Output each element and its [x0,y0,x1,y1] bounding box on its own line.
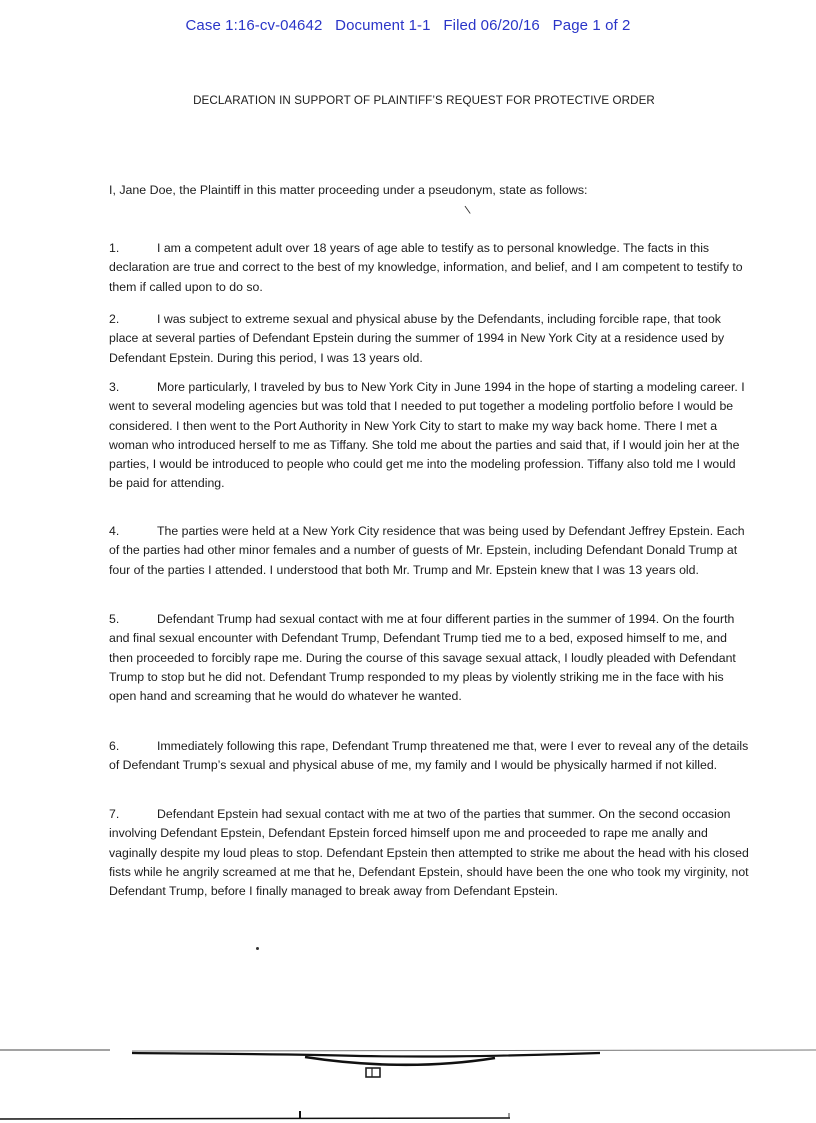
paragraph-1 [109,239,749,297]
paragraph-number: 6. [109,739,120,753]
paragraph-number: 1. [109,241,120,255]
paragraph-text: I was subject to extreme sexual and physical abuse by the Defendants, including forcible rape, that took place at several parties of Defendant Epstein during the summer of 1994 in New York City at a residence used by Defendant Epstein. During this period, I was 13 years old. [109,312,725,365]
paragraph-6 [109,737,749,776]
paragraph-number: 5. [109,612,120,626]
paragraph-text: The parties were held at a New York City residence that was being used by Defendant Jeffrey Epstein. Each of the parties had other minor females and a number of guests of Mr. Epstein, including Defendant Donald Trump at four of the parties I attended. I understood that both Mr. Trump and Mr. Epstein knew that I was 13 years old. [109,524,745,577]
paragraph-4 [109,522,749,580]
scan-blob [366,1068,380,1077]
paragraph-number: 4. [109,524,120,538]
paragraph-text: Defendant Trump had sexual contact with me at four different parties in the summer of 1994. On the fourth and final sexual encounter with Defendant Trump, Defendant Trump tied me to a bed, exposed himself to me, and then proceeded to forcibly rape me. During the course of this savage sexual attack, I loudly pleaded with Defendant Trump to stop but he did not. Defendant Trump responded to my pleas by violently striking me in the face with his open hand and screaming that he would do whatever he wanted. [109,612,736,704]
paragraph-number: 3. [109,380,120,394]
stray-pen-mark: \ [463,202,472,218]
paragraph-text: Defendant Epstein had sexual contact with me at two of the parties that summer. On the second occasion involving Defendant Epstein, Defendant Epstein forced himself upon me and proceeded to rape me anally and vaginally despite my loud pleas to stop. Defendant Epstein then attempted to strike me about the head with his closed fists while he angrily screamed at me that he, Defendant Epstein, should have been the one who took my virginity, not Defendant Trump, before I finally managed to break away from Defendant Epstein. [109,807,749,899]
case-header: Case 1:16-cv-04642 Document 1-1 Filed 06/20/16 Page 1 of 2 [185,17,631,34]
paragraph-3 [109,378,749,494]
paragraph-text: More particularly, I traveled by bus to New York City in June 1994 in the hope of starting a modeling career. I went to several modeling agencies but was told that I needed to put together a modeling portfolio before I would be considered. I then went to the Port Authority in New York City to start to make my way back home. There I met a woman who introduced herself to me as Tiffany. She told me about the parties and said that, if I would join her at the parties, I would be introduced to people who could get me into the modeling profession. Tiffany also told me I would be paid for attending. [109,380,745,491]
paragraph-2 [109,310,749,368]
paragraph-5 [109,610,749,706]
paragraph-7 [109,805,749,901]
scan-line-faint [132,1050,816,1051]
scan-line-thick [132,1053,600,1057]
scan-speck [256,947,259,950]
scan-curve [305,1057,495,1065]
paragraph-number: 7. [109,807,120,821]
paragraph-text: Immediately following this rape, Defendant Trump threatened me that, were I ever to reveal any of the details of Defendant Trump’s sexual and physical abuse of me, my family and I would be physically harmed if not killed. [109,739,749,773]
paragraph-number: 2. [109,312,120,326]
paragraph-text: I am a competent adult over 18 years of age able to testify as to personal knowledge. The facts in this declaration are true and correct to the best of my knowledge, information, and belief, and I am competent to testify to them if called upon to do so. [109,241,743,294]
scan-artifact-lines [0,1030,816,1123]
document-title: DECLARATION IN SUPPORT OF PLAINTIFF’S REQUEST FOR PROTECTIVE ORDER [193,94,655,107]
intro-statement: I, Jane Doe, the Plaintiff in this matter proceeding under a pseudonym, state as follows: [109,183,588,197]
scan-line-bottom [0,1118,510,1119]
